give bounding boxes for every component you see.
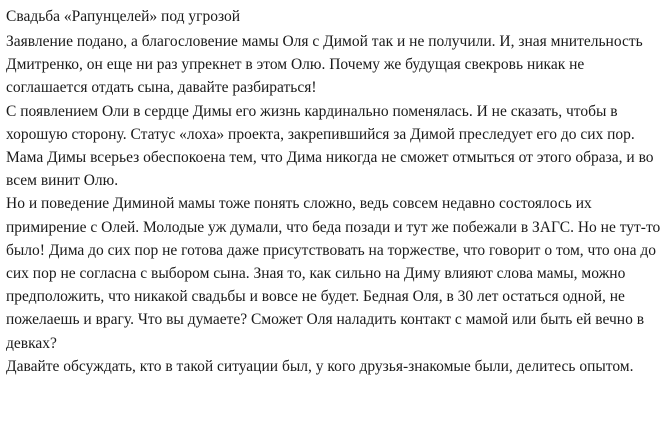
article-paragraph: Заявление подано, а благословение мамы Оля с Димой так и не получили. И, зная мнительность Дмитренко, он еще ни раз упрекнет в этом Олю. Почему же будущая свекровь никак не соглашается отдать сына, давайте разбираться!	[6, 33, 643, 97]
article-paragraph: Давайте обсуждать, кто в такой ситуации был, у кого друзья-знакомые были, делитесь опытом.	[6, 357, 634, 375]
page-title: Свадьба «Рапунцелей» под угрозой	[6, 8, 241, 25]
article-paragraph: Но и поведение Диминой мамы тоже понять сложно, ведь совсем недавно состоялось их примирение с Олей. Молодые уж думали, что беда позади и тут же побежали в ЗАГС. Но не тут-то было! Дима до сих пор не готова даже присутствовать на торжестве, что говорит о том, что она до сих пор не согласна с выбором сына. Зная то, как сильно на Диму влияют слова мамы, можно предположить, что никакой свадьбы и вовсе не будет. Бедная Оля, в 30 лет остаться одной, не пожелаешь и врагу. Что вы думаете? Сможет Оля наладить контакт с мамой или быть ей вечно в девках?	[6, 195, 661, 352]
article-paragraph: С появлением Оли в сердце Димы его жизнь кардинально поменялась. И не сказать, чтобы в хорошую сторону. Статус «лоха» проекта, закрепившийся за Димой преследует его до сих пор. Мама Димы всерьез обеспокоена тем, что Дима никогда не сможет отмыться от этого образа, и во всем винит Олю.	[6, 102, 654, 190]
article-body	[6, 30, 662, 378]
